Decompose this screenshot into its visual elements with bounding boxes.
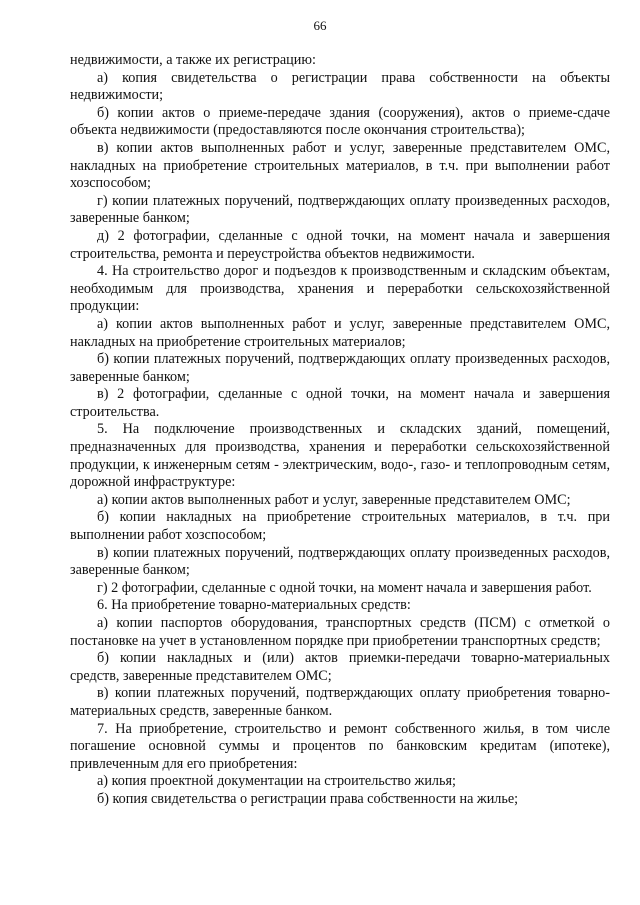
paragraph: б) копия свидетельства о регистрации права собственности на жилье; <box>97 790 519 807</box>
paragraph: 6. На приобретение товарно-материальных средств: <box>97 597 411 614</box>
paragraph: 7. На приобретение, строительство и ремонт собственного жилья, в том числе погашение основной суммы и процентов по банковским кредитам (ипотеке), привлеченным для его приобретения: <box>70 720 610 772</box>
paragraph: а) копии актов выполненных работ и услуг, заверенные представителем ОМС; <box>97 491 571 508</box>
paragraph: в) копии платежных поручений, подтверждающих оплату произведенных расходов, заверенные банком; <box>70 544 610 579</box>
paragraph: в) 2 фотографии, сделанные с одной точки, на момент начала и завершения строительства. <box>70 386 610 420</box>
paragraph: г) 2 фотографии, сделанные с одной точки, на момент начала и завершения работ. <box>97 579 592 596</box>
paragraph: 4. На строительство дорог и подъездов к производственным и складским объектам, необходимым для производства, хранения и переработки сельскохозяйственной продукции: <box>70 263 610 315</box>
paragraph: б) копии актов о приеме-передаче здания (сооружения), актов о приеме-сдаче объекта недвижимости (предоставляются после окончания строительства); <box>70 104 610 139</box>
page-number: 66 <box>313 18 327 33</box>
paragraph: б) копии накладных и (или) актов приемки-передачи товарно-материальных средств, заверенные представителем ОМС; <box>70 650 610 684</box>
paragraph: д) 2 фотографии, сделанные с одной точки, на момент начала и завершения строительства, ремонта и переустройства объектов недвижимости. <box>70 227 610 262</box>
paragraph: а) копии паспортов оборудования, транспортных средств (ПСМ) с отметкой о постановке на учет в установленном порядке при приобретении транспортных средств; <box>70 615 610 649</box>
paragraph: а) копии актов выполненных работ и услуг, заверенные представителем ОМС, накладных на приобретение строительных материалов; <box>70 315 610 350</box>
paragraph: недвижимости, а также их регистрацию: <box>70 52 316 68</box>
paragraph: 5. На подключение производственных и складских зданий, помещений, предназначенных для производства, хранения и переработки сельскохозяйственной продукции, к инженерным сетям - электрическим, водо-, газо- и теплопроводным сетям, дорожной инфраструктуре: <box>70 421 610 491</box>
paragraph: г) копии платежных поручений, подтверждающих оплату произведенных расходов, заверенные банком; <box>70 192 610 227</box>
paragraph: в) копии актов выполненных работ и услуг, заверенные представителем ОМС, накладных на приобретение строительных материалов, в т.ч. при выполнении работ хозспособом; <box>70 139 610 192</box>
paragraph: а) копия свидетельства о регистрации права собственности на объекты недвижимости; <box>70 69 610 104</box>
paragraph: в) копии платежных поручений, подтверждающих оплату приобретения товарно-материальных средств, заверенные банком. <box>70 685 610 719</box>
paragraph: а) копия проектной документации на строительство жилья; <box>97 773 456 790</box>
paragraph: б) копии платежных поручений, подтверждающих оплату произведенных расходов, заверенные банком; <box>70 351 610 385</box>
paragraph: б) копии накладных на приобретение строительных материалов, в т.ч. при выполнении работ хозспособом; <box>70 509 610 544</box>
document-body <box>70 52 610 809</box>
